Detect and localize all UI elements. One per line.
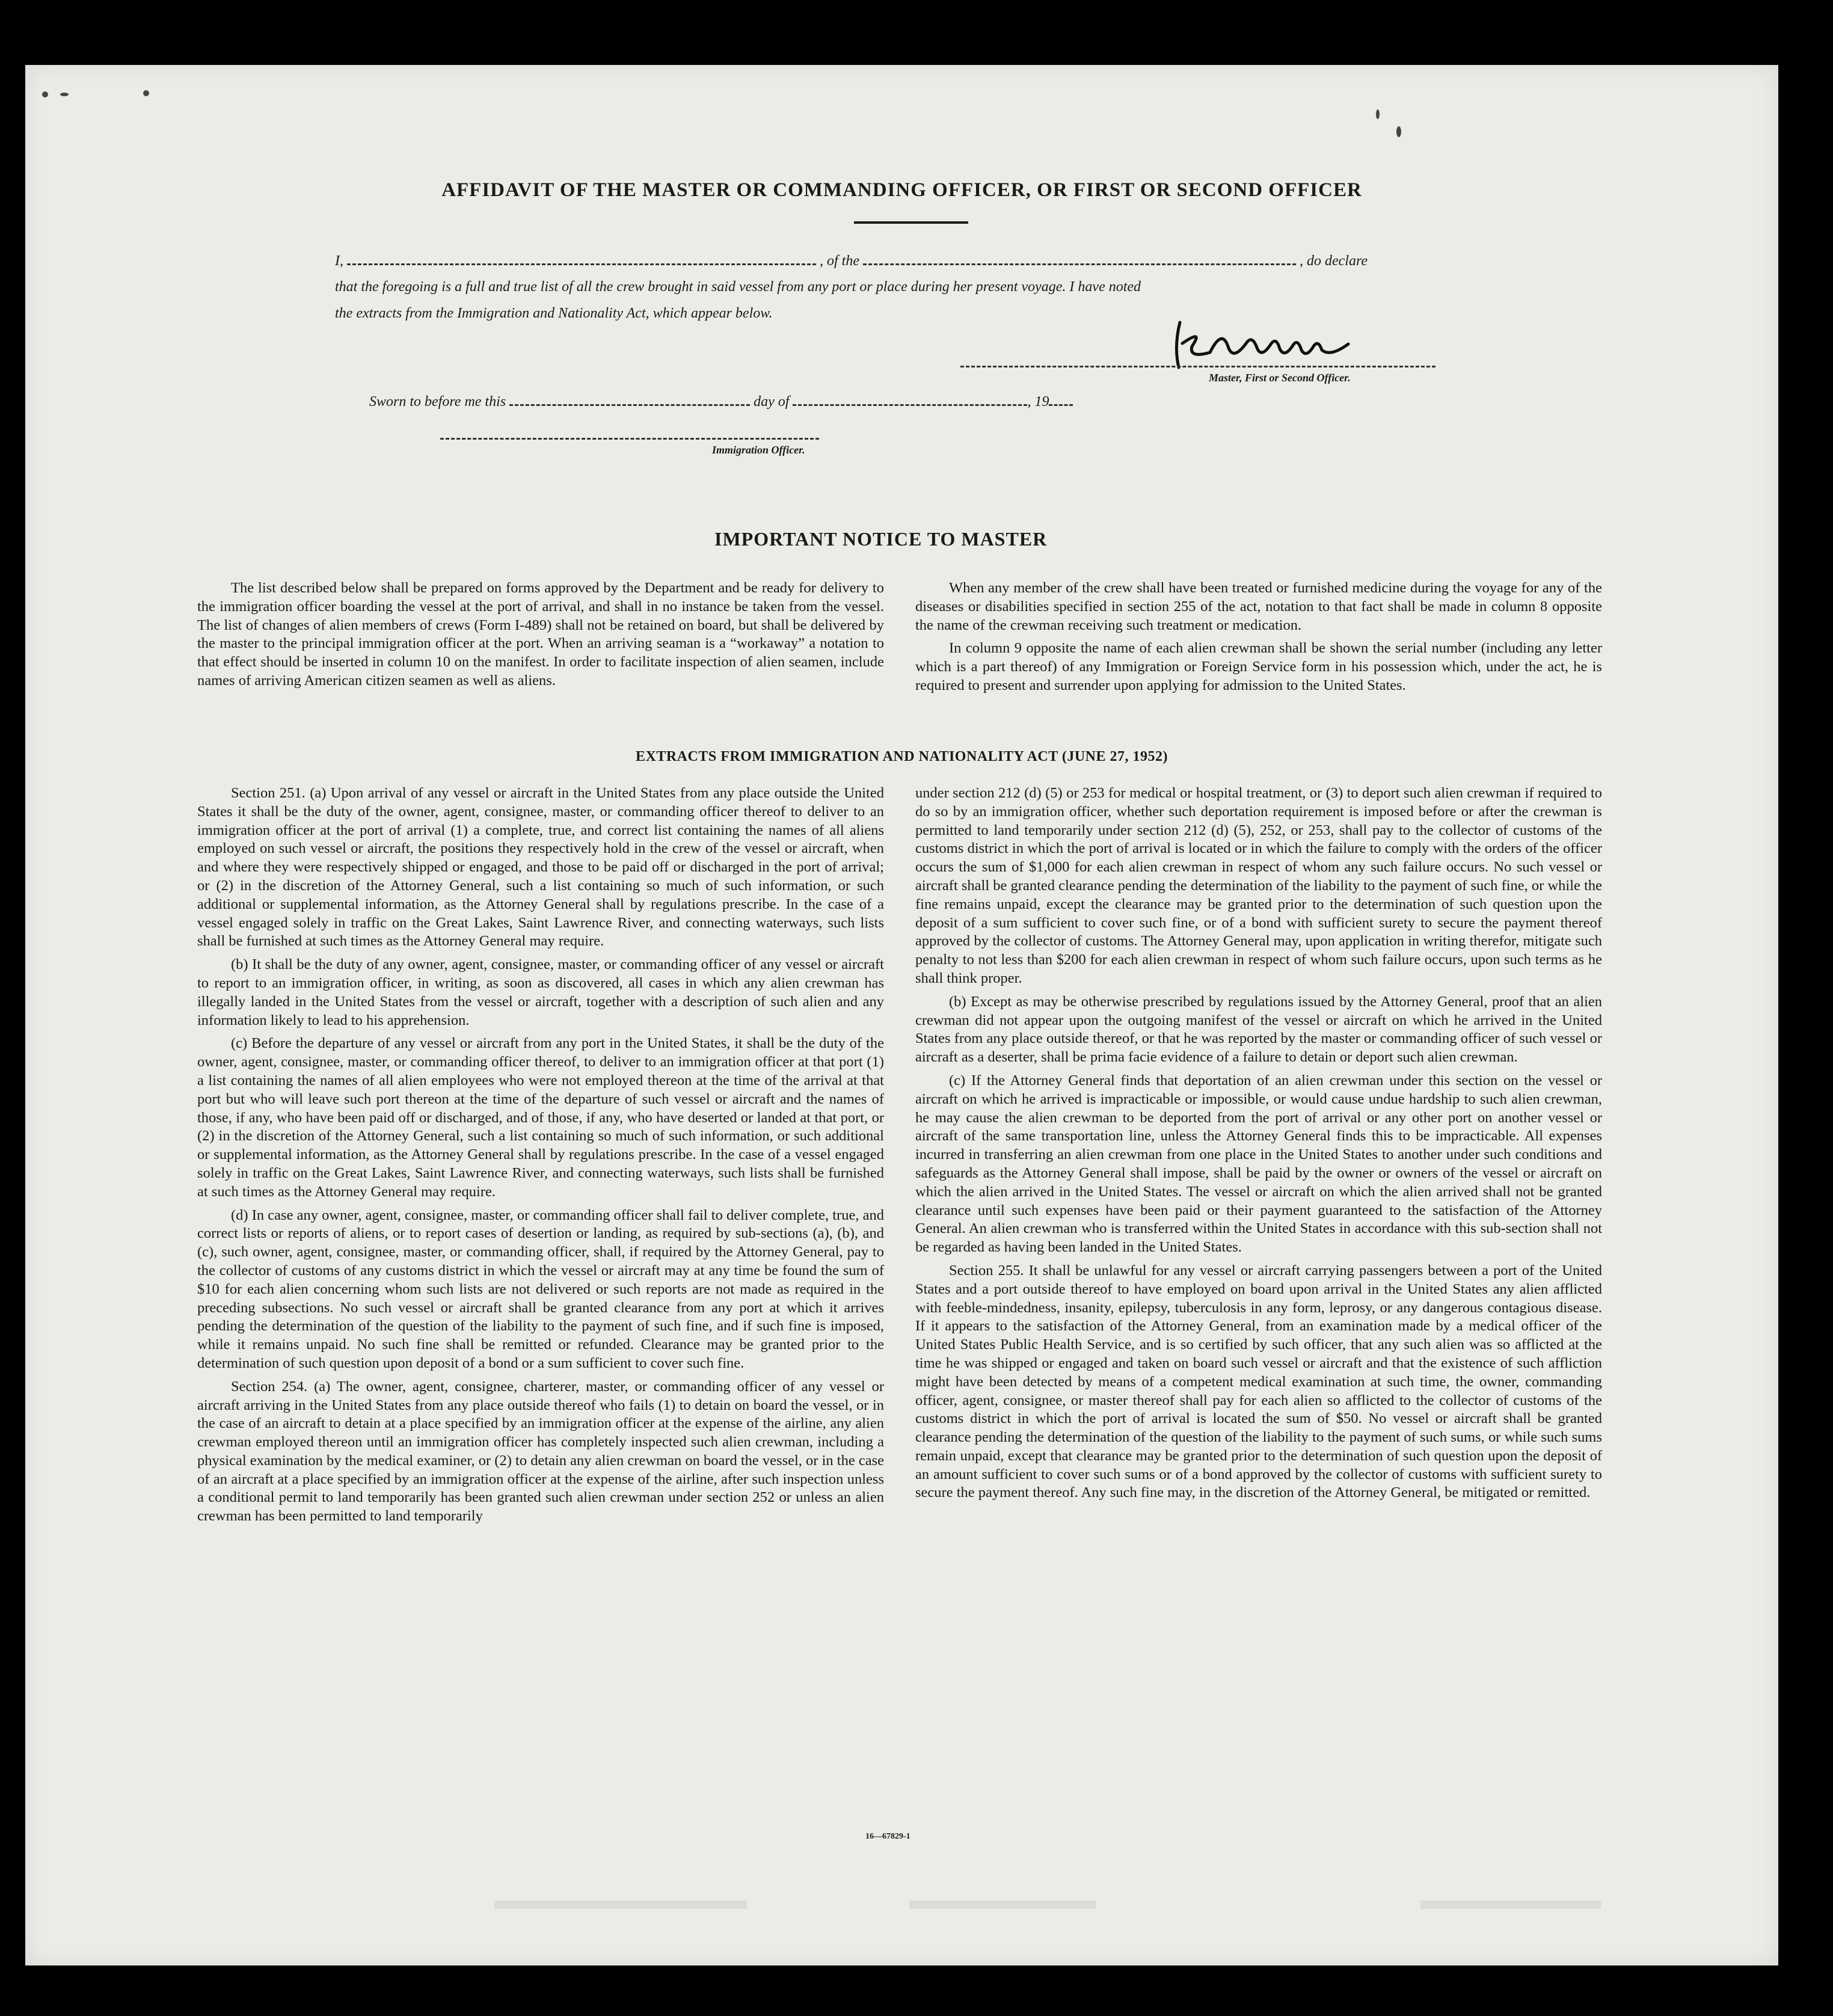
section-254c: (c) If the Attorney General finds that deportation of an alien crewman under this section on the vessel or aircraft on which he arrived is impracticable or impossible, or would cause undue hardship to such alien crewman, he may cause the alien crewman to be deported from the port of arrival or any other port on another vessel or aircraft of the same transportation line, unless the Attorney General finds this to be impracticable. All expenses incurred in transferring an alien crewman from one place in the United States to another under such conditions and safeguards as the Attorney General shall impose, shall be paid by the owner or owners of the vessel or aircraft on which the alien arrived in the United States. The vessel or aircraft on which the alien arrived shall not be granted clearance until such expenses have been paid or their payment guaranteed to the satisfaction of the Attorney General. An alien crewman who is transferred within the United States in accordance with this sub-section shall not be regarded as having been landed in the United States. xyxy=(915,1072,1602,1256)
officer-caption: Immigration Officer. xyxy=(712,444,805,456)
form-number: 16—67829-1 xyxy=(865,1832,910,1841)
bleed-through-mark xyxy=(909,1901,1096,1909)
speck xyxy=(143,90,149,96)
year-label: , 19 xyxy=(1027,394,1049,410)
section-254a: Section 254. (a) The owner, agent, consignee, charterer, master, or commanding officer of any vessel or aircraft arriving in the United States from any place outside thereof who fails (1) to detain on board the vessel, or in the case of an aircraft to detain at a place specified by an immigration officer at the expense of the airline, any alien crewman employed thereon until an immigration officer has completely inspected such alien crewman, including a physical examination by the medical examiner, or (2) to detain any alien crewman on board the vessel, or in the case of an aircraft at a place specified by an immigration officer at the expense of the airline, after such inspection unless a conditional permit to land temporarily has been granted such alien crewman under section 252 or unless an alien crewman has been permitted to land temporarily xyxy=(197,1378,884,1525)
affidavit-line-3: the extracts from the Immigration and Nationality Act, which appear below. xyxy=(335,306,773,321)
declarant-name-blank[interactable] xyxy=(347,253,816,265)
notice-right-paragraph-1: When any member of the crew shall have been treated or furnished medicine during the voyage for any of the diseases or disabilities specified in section 255 of the act, notation to that fact shall be made in column 8 opposite the name of the crewman receiving such treatment or medication. xyxy=(915,580,1602,633)
speck xyxy=(42,91,48,97)
declarant-label: I, xyxy=(335,253,343,269)
extracts-right-column xyxy=(915,784,1602,1507)
section-251d: (d) In case any owner, agent, consignee, master, or commanding officer shall fail to deliver complete, true, and correct lists or reports of aliens, or to report cases of desertion or landing, as required by sub-sections (a), (b), and (c), such owner, agent, consignee, master, or commanding officer, shall, if required by the Attorney General, pay to the collector of customs of any customs district in which the vessel or aircraft may at any time be found the sum of $10 for each alien concerning whom such lists are not delivered or such reports are not made as required in the preceding subsections. No such vessel or aircraft shall be granted clearance from any port at which it arrives pending the determination of the question of the liability to the payment of such fine, and if such fine is imposed, while it remains unpaid. No such fine shall be remitted or refunded. Clearance may be granted prior to the determination of such question upon deposit of a bond or a sum sufficient to cover such fine. xyxy=(197,1206,884,1371)
section-254a-continued: under section 212 (d) (5) or 253 for medical or hospital treatment, or (3) to deport such alien crewman if required to do so by an immigration officer, whether such deportation requirement is imposed before or after the crewman is permitted to land temporarily under section 212 (d) (5), 252, or 253, shall pay to the collector of customs of the customs district in which the port of arrival is located or in which the failure to comply with the orders of the officer occurs the sum of $1,000 for each alien crewman in respect of whom any such failure occurs. No such vessel or aircraft shall be granted clearance pending the determination of the liability to the payment of such fine, or while the fine remains unpaid, except the clearance may be granted prior to the determination of such question upon the deposit of a sum sufficient to cover such fine, or of a bond with sufficient surety to secure the payment thereof approved by the collector of customs. The Attorney General may, upon application in writing therefor, mitigate such penalty to not less than $200 for each alien crewman in respect of whom such failure occurs, upon such terms as he shall think proper. xyxy=(915,785,1602,986)
title-underline xyxy=(854,221,968,224)
bleed-through-mark xyxy=(494,1901,747,1909)
speck xyxy=(1376,109,1380,119)
extracts-title: EXTRACTS FROM IMMIGRATION AND NATIONALITY ACT (JUNE 27, 1952) xyxy=(636,749,1168,764)
master-caption: Master, First or Second Officer. xyxy=(1209,372,1351,384)
declare-label: , do declare xyxy=(1300,253,1368,269)
speck xyxy=(60,93,69,96)
sworn-label: Sworn to before me this xyxy=(369,394,506,410)
notice-title: IMPORTANT NOTICE TO MASTER xyxy=(714,528,1048,550)
notice-left-column xyxy=(197,579,884,695)
vessel-name-blank[interactable] xyxy=(863,253,1296,265)
section-255: Section 255. It shall be unlawful for any vessel or aircraft carrying passengers between a port of the United States and a port outside thereof to have employed on board upon arrival in the United States any alien afflicted with feeble-mindedness, insanity, epilepsy, tuberculosis in any form, leprosy, or any dangerous contagious disease. If it appears to the satisfaction of the Attorney General, from an examination made by a medical officer of the United States Public Health Service, and is so certified by such officer, that any such alien was so afflicted at the time he was shipped or engaged and taken on board such vessel or aircraft and that the existence of such affliction might have been detected by means of a competent medical examination at such time, the owner, commanding officer, agent, consignee, or master thereof shall pay for each alien so afflicted to the collector of customs of the customs district in which the port of arrival is located the sum of $50. No vessel or aircraft shall be granted clearance pending the determination of the question of the liability to the payment of such sums, or while such sums remain unpaid, except that clearance may be granted prior to the determination of such question upon the deposit of an amount sufficient to cover such sums or of a bond approved by the collector of customs with sufficient surety to secure the payment thereof. Any such fine may, in the discretion of the Attorney General, be mitigated or remitted. xyxy=(915,1262,1602,1501)
vessel-label: , of the xyxy=(820,253,859,269)
immigration-officer-line[interactable] xyxy=(440,438,819,440)
day-of-label: day of xyxy=(754,394,790,410)
affidavit-title: AFFIDAVIT OF THE MASTER OR COMMANDING OFFICER, OR FIRST OR SECOND OFFICER xyxy=(441,179,1362,201)
notice-right-column xyxy=(915,579,1602,700)
affidavit-line-2: that the foregoing is a full and true list of all the crew brought in said vessel from any port or place during her present voyage. I have noted xyxy=(335,279,1141,295)
section-251a: Section 251. (a) Upon arrival of any vessel or aircraft in the United States from any place outside the United States it shall be the duty of the owner, agent, consignee, master, or commanding officer thereof to deliver to an immigration officer at the port of arrival (1) a complete, true, and correct list containing the names of all aliens employed on such vessel or aircraft, the positions they respectively hold in the crew of the vessel or aircraft, when and where they were respectively shipped or engaged, and those to be paid off or discharged in the port of arrival; or (2) in the discretion of the Attorney General, such a list containing so much of such information, or such additional or supplemental information, as the Attorney General shall by regulations prescribe. In the case of a vessel engaged solely in traffic on the Great Lakes, Saint Lawrence River, and connecting waterways, such lists shall be furnished at such times as the Attorney General may require. xyxy=(197,785,884,950)
extracts-left-column xyxy=(197,784,884,1531)
section-254b: (b) Except as may be otherwise prescribed by regulations issued by the Attorney General, proof that an alien crewman did not appear upon the outgoing manifest of the vessel or aircraft on which he arrived in the United States from any place outside thereof, or that he was reported by the master or commanding officer of such vessel or aircraft as a deserter, shall be prima facie evidence of a failure to detain or deport such alien crewman. xyxy=(915,993,1602,1066)
bleed-through-mark xyxy=(1420,1901,1601,1909)
section-251c: (c) Before the departure of any vessel or aircraft from any port in the United States, it shall be the duty of the owner, agent, consignee, master, or commanding officer thereof, to deliver to an immigration officer at that port (1) a list containing the names of all alien employees who were not employed thereon at the time of the arrival at that port but who will leave such port thereon at the time of the departure of such vessel or aircraft and the names of those, if any, who have been paid off or discharged, and of those, if any, who have deserted or landed at that port, or (2) in the discretion of the Attorney General, such a list containing so much of such information, or such additional or supplemental information, as the Attorney General shall by regulations prescribe. In the case of a vessel engaged solely in traffic on the Great Lakes, Saint Lawrence River, and connecting waterways, such lists shall be furnished at such times as the Attorney General may require. xyxy=(197,1035,884,1200)
sworn-line xyxy=(369,393,1073,410)
master-signature-line[interactable] xyxy=(960,366,1435,367)
affidavit-line-1 xyxy=(335,253,1368,269)
speck xyxy=(1396,126,1401,137)
sworn-day-blank[interactable] xyxy=(509,393,750,406)
section-251b: (b) It shall be the duty of any owner, agent, consignee, master, or commanding officer of any vessel or aircraft to report to an immigration officer, in writing, as soon as discovered, all cases in which any alien crewman has illegally landed in the United States from the vessel or aircraft, together with a description of such alien and any information likely to lead to his apprehension. xyxy=(197,956,884,1028)
notice-left-paragraph: The list described below shall be prepared on forms approved by the Department and be ready for delivery to the immigration officer boarding the vessel at the port of arrival, and shall in no instance be taken from the vessel. The list of changes of alien members of crews (Form I-489) shall not be retained on board, but shall be delivered by the master to the principal immigration officer at the port. When an arriving seaman is a “workaway” a notation to that effect should be inserted in column 10 on the manifest. In order to facilitate inspection of alien seamen, include names of arriving American citizen seamen as well as aliens. xyxy=(197,580,884,689)
sworn-year-blank[interactable] xyxy=(1049,393,1073,406)
sworn-month-blank[interactable] xyxy=(793,393,1027,406)
notice-right-paragraph-2: In column 9 opposite the name of each alien crewman shall be shown the serial number (including any letter which is a part thereof) of any Immigration or Foreign Service form in his possession which, under the act, he is required to present and surrender upon applying for admission to the United States. xyxy=(915,640,1602,693)
document-page xyxy=(25,65,1778,1965)
